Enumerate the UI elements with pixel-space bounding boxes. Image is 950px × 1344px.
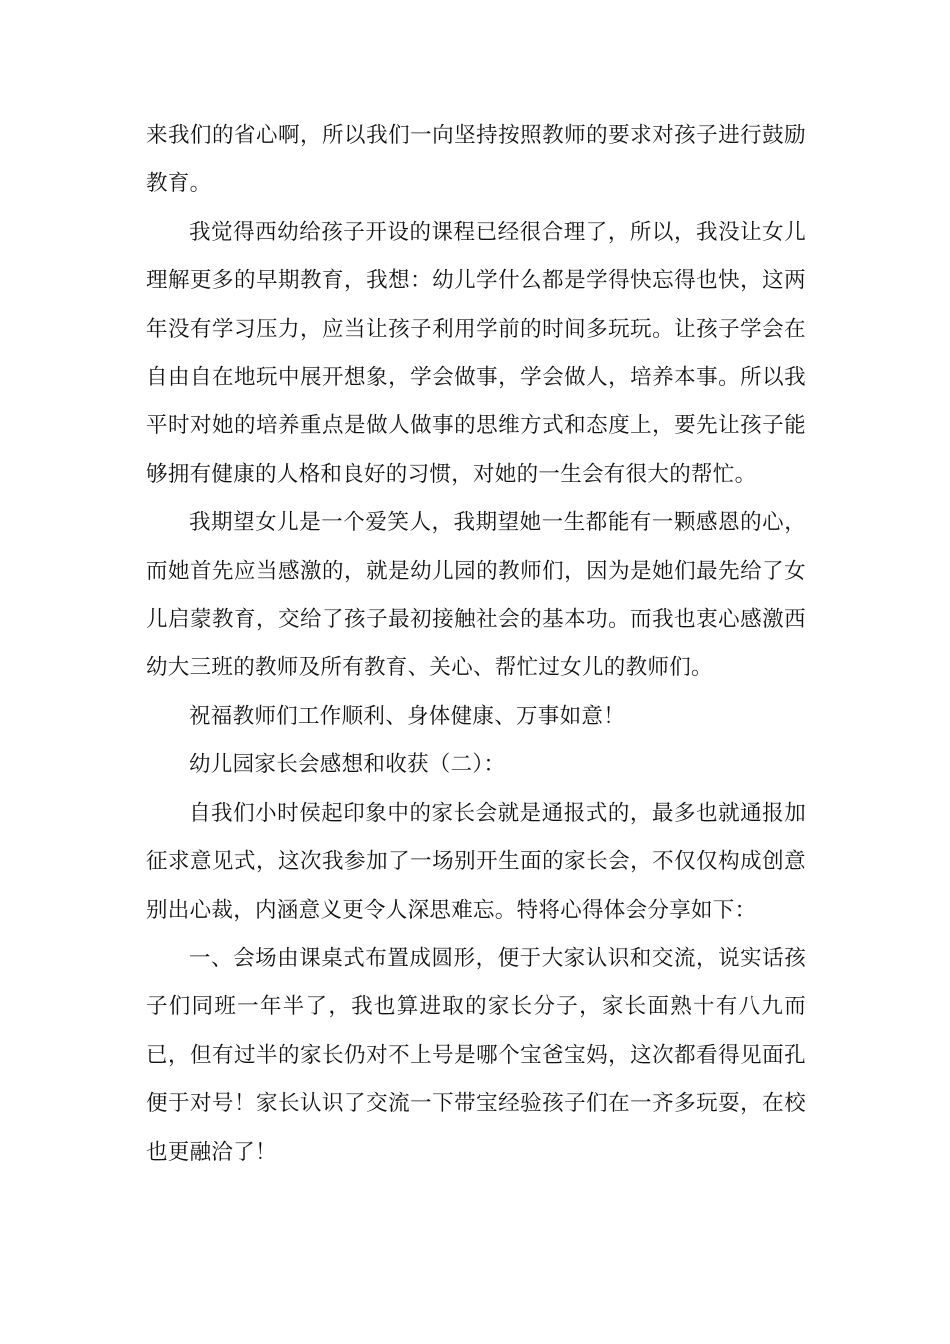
paragraph-3: 我期望女儿是一个爱笑人，我期望她一生都能有一颗感恩的心，而她首先应当感激的，就是幼儿园的教师们，因为是她们最先给了女儿启蒙教育，交给了孩子最初接触社会的基本功。而我也衷心感激西幼大三班的教师及所有教育、关心、帮忙过女儿的教师们。 bbox=[146, 510, 806, 681]
document-page bbox=[146, 112, 806, 1177]
paragraph-5: 自我们小时侯起印象中的家长会就是通报式的，最多也就通报加征求意见式，这次我参加了一场别开生面的家长会，不仅仅构成创意别出心裁，内涵意义更令人深思难忘。特将心得体会分享如下： bbox=[146, 800, 806, 923]
paragraph-1: 来我们的省心啊，所以我们一向坚持按照教师的要求对孩子进行鼓励教育。 bbox=[146, 123, 806, 197]
paragraph-4: 祝福教师们工作顺利、身体健康、万事如意！ bbox=[189, 703, 626, 729]
paragraph-2: 我觉得西幼给孩子开设的课程已经很合理了，所以，我没让女儿理解更多的早期教育，我想：幼儿学什么都是学得快忘得也快，这两年没有学习压力，应当让孩子利用学前的时间多玩玩。让孩子学会在自由自在地玩中展开想象，学会做事，学会做人，培养本事。所以我平时对她的培养重点是做人做事的思维方式和态度上，要先让孩子能够拥有健康的人格和良好的习惯，对她的一生会有很大的帮忙。 bbox=[146, 219, 806, 487]
paragraph-6: 一、会场由课桌式布置成圆形，便于大家认识和交流，说实话孩子们同班一年半了，我也算进取的家长分子，家长面熟十有八九而已，但有过半的家长仍对不上号是哪个宝爸宝妈，这次都看得见面孔便于对号！家长认识了交流一下带宝经验孩子们在一齐多玩耍，在校也更融洽了！ bbox=[146, 945, 806, 1165]
section-heading: 幼儿园家长会感想和收获（二）： bbox=[189, 752, 506, 778]
